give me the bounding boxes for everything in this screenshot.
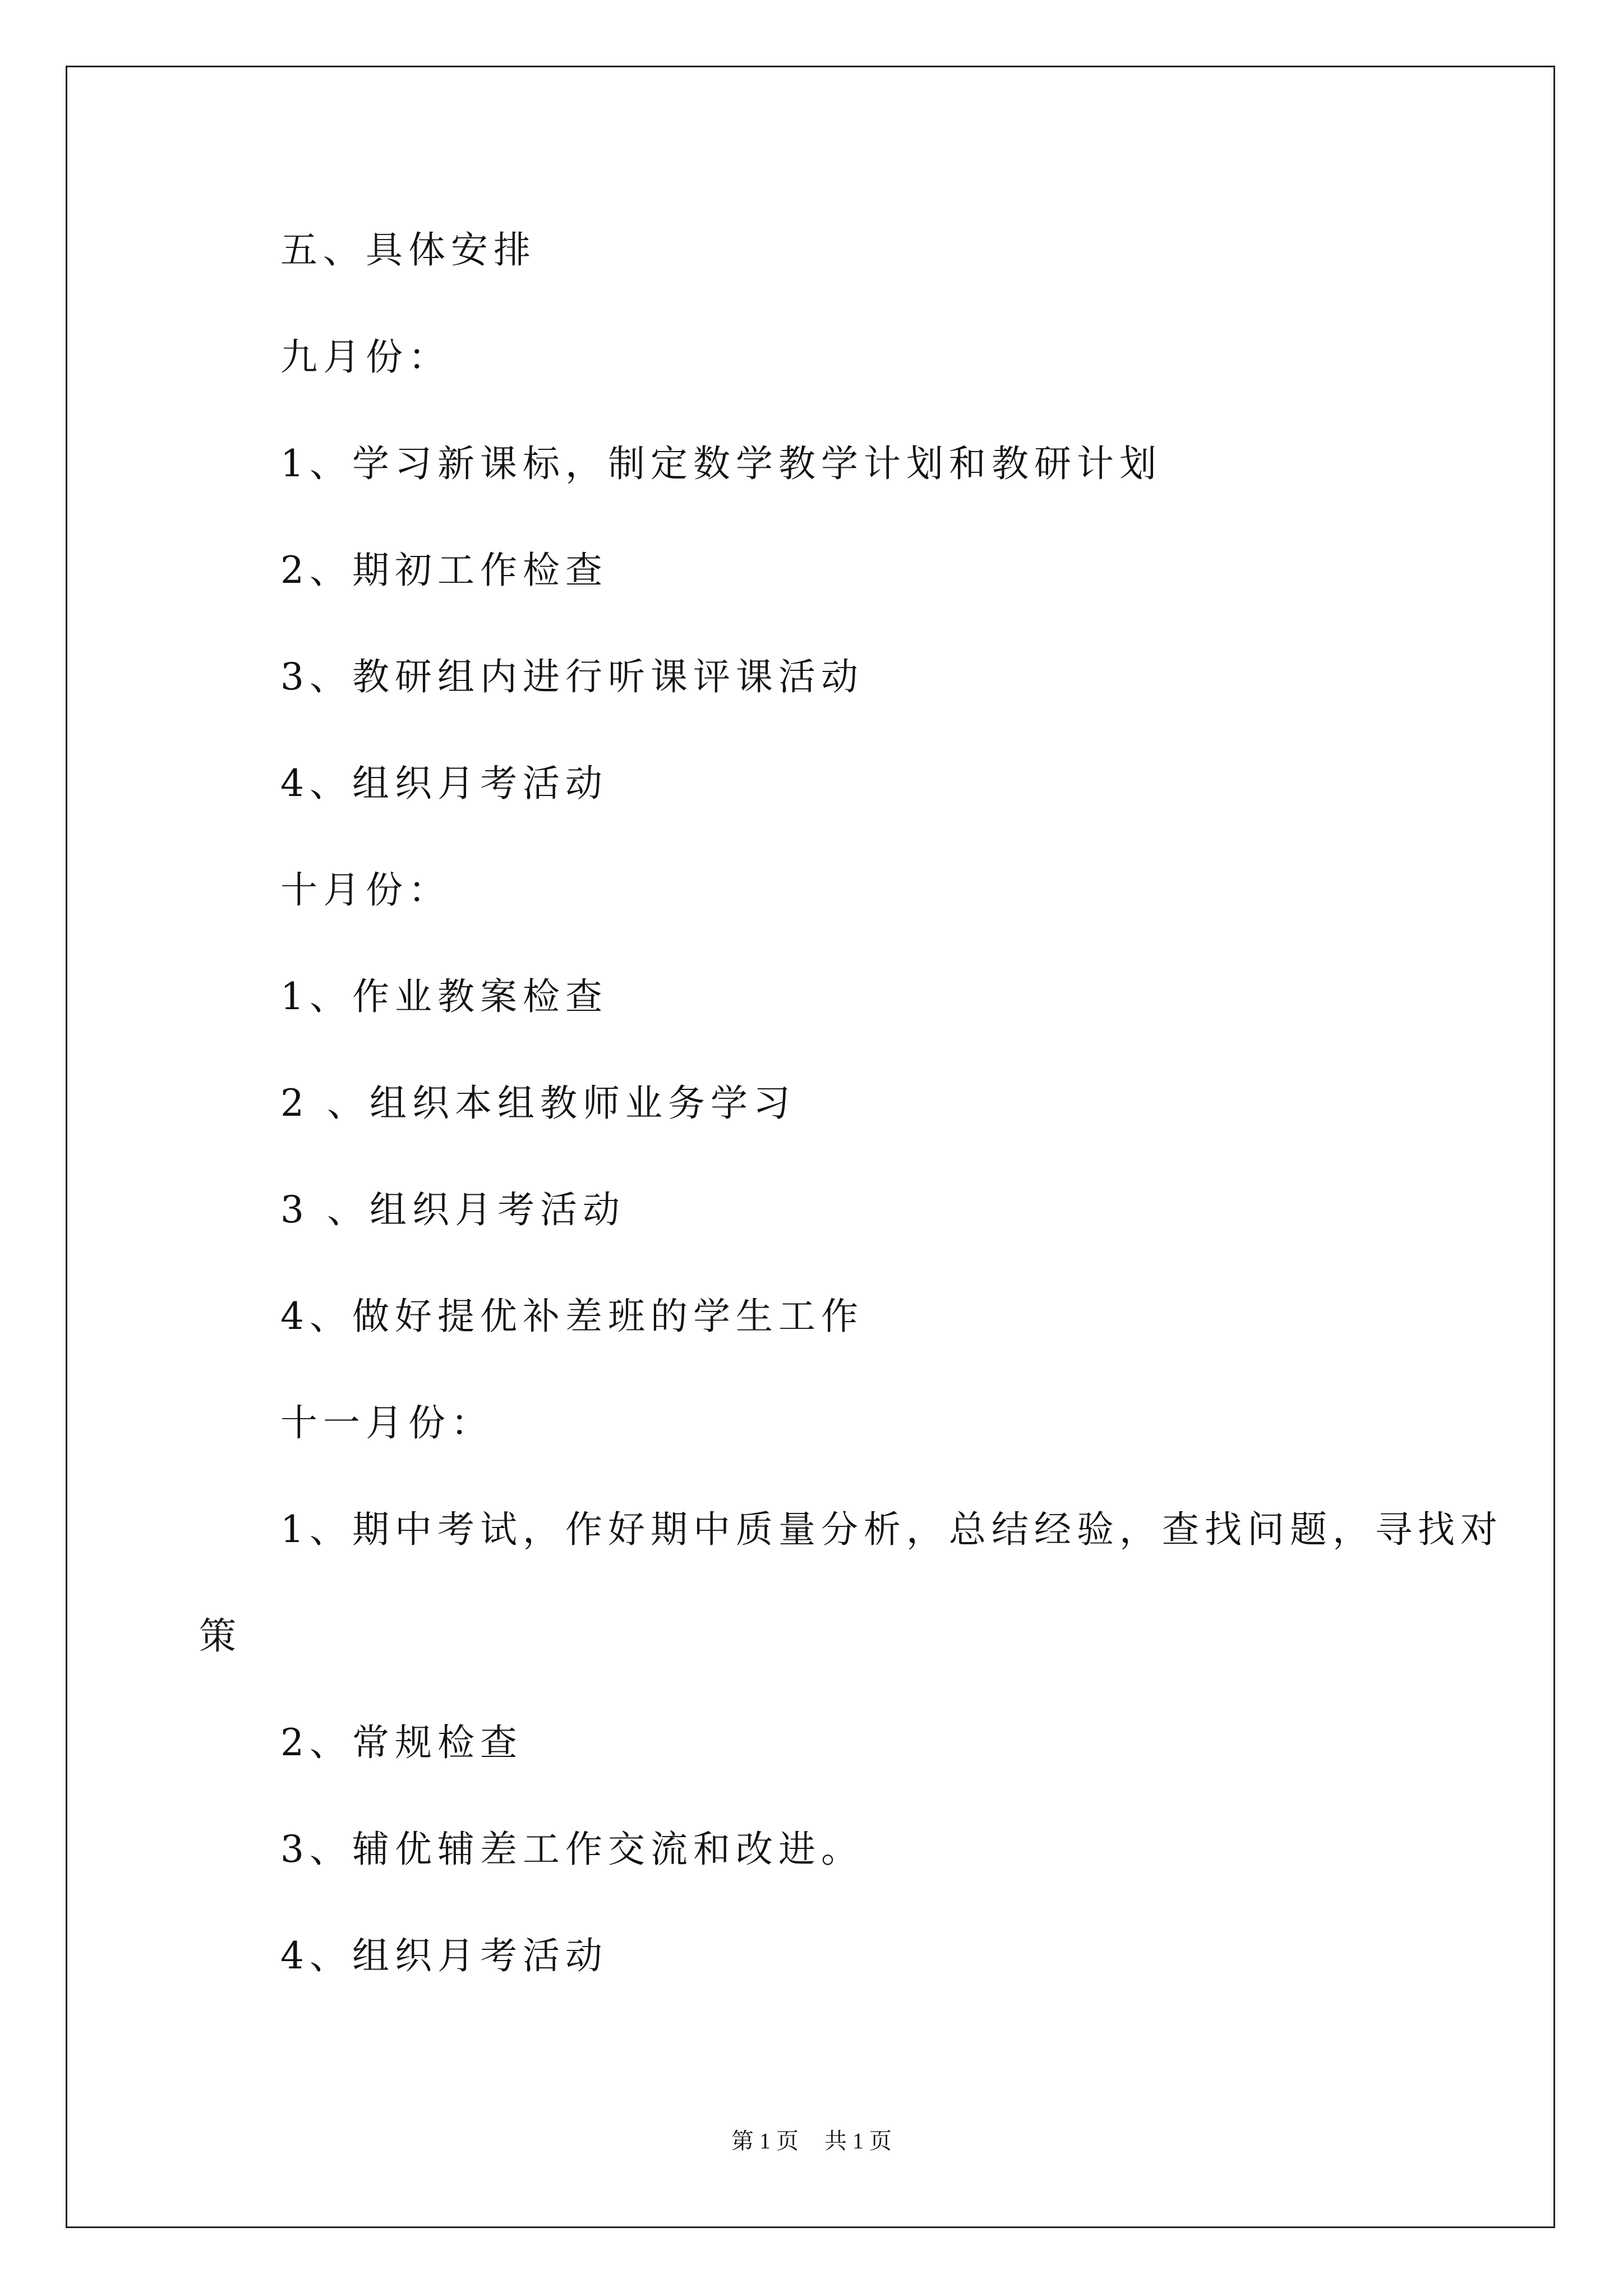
month-title-september: 九月份： [280,335,451,379]
list-item: 2、期初工作检查 [280,549,608,592]
month-title-october: 十月份： [280,868,451,912]
list-item: 4、组织月考活动 [280,1934,608,1977]
list-item: 3、教研组内进行听课评课活动 [280,655,864,698]
list-item: 4、组织月考活动 [280,762,608,805]
page-total: 共 1 页 [824,2128,892,2154]
list-item: 4、做好提优补差班的学生工作 [280,1295,864,1338]
section-heading: 五、具体安排 [280,228,536,272]
list-item: 1、期中考试，作好期中质量分析，总结经验，查找问题，寻找对 [280,1508,1503,1551]
list-item: 1、学习新课标，制定数学教学计划和教研计划 [280,442,1162,485]
list-item: 2 、组织本组教师业务学习 [280,1082,796,1125]
list-item: 2、常规检查 [280,1721,523,1764]
month-title-november: 十一月份： [280,1401,494,1444]
page-number: 第 1 页 [731,2128,799,2154]
page-border [66,66,1555,2228]
list-item: 3、辅优辅差工作交流和改进。 [280,1828,864,1871]
list-item: 3 、组织月考活动 [280,1188,625,1231]
list-item: 1、作业教案检查 [280,975,608,1018]
page-footer [0,2127,1623,2155]
list-item-continuation: 策 [199,1614,242,1658]
